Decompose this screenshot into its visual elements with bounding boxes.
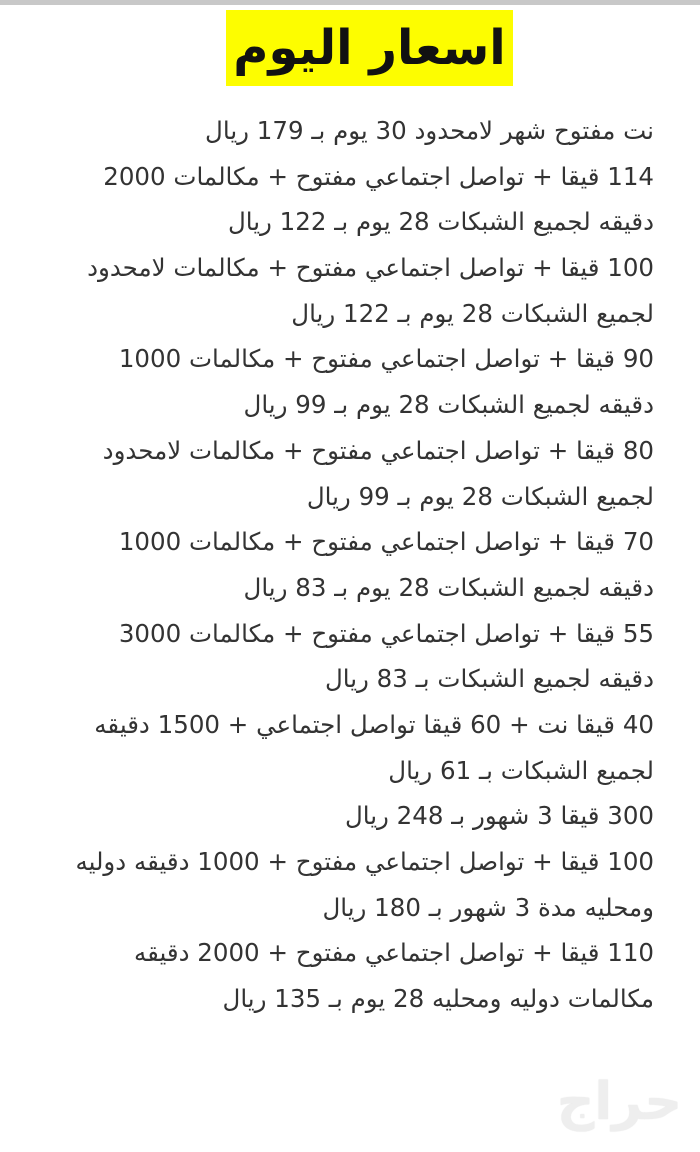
page-title: اسعار اليوم bbox=[233, 20, 506, 76]
price-line: لجميع الشبكات بـ 61 ريال bbox=[388, 755, 654, 785]
price-line: لجميع الشبكات 28 يوم بـ 99 ريال bbox=[306, 481, 654, 511]
price-line: 100 قيقا + تواصل اجتماعي مفتوح + مكالمات لامحدود bbox=[87, 253, 654, 283]
price-line: 80 قيقا + تواصل اجتماعي مفتوح + مكالمات لامحدود bbox=[102, 435, 654, 465]
haraj-watermark-logo: حراج bbox=[556, 1072, 682, 1132]
price-line: نت مفتوح شهر لامحدود 30 يوم بـ 179 ريال bbox=[205, 116, 654, 145]
price-line: دقيقه لجميع الشبكات بـ 83 ريال bbox=[324, 664, 654, 694]
price-line: 70 قيقا + تواصل اجتماعي مفتوح + مكالمات 1000 bbox=[118, 527, 654, 557]
price-line: 90 قيقا + تواصل اجتماعي مفتوح + مكالمات 1000 bbox=[118, 344, 654, 374]
price-line: 55 قيقا + تواصل اجتماعي مفتوح + مكالمات 3000 bbox=[118, 618, 654, 648]
price-list bbox=[4, 108, 654, 1022]
price-line: 40 قيقا نت + 60 قيقا تواصل اجتماعي + 1500 دقيقه bbox=[94, 709, 654, 739]
price-line: 100 قيقا + تواصل اجتماعي مفتوح + 1000 دقيقه دوليه bbox=[75, 847, 654, 876]
price-line: 300 قيقا 3 شهور بـ 248 ريال bbox=[344, 801, 654, 831]
price-line: لجميع الشبكات 28 يوم بـ 122 ريال bbox=[291, 298, 654, 328]
title-highlight bbox=[226, 10, 513, 86]
price-line: دقيقه لجميع الشبكات 28 يوم بـ 99 ريال bbox=[243, 390, 654, 420]
price-line: 110 قيقا + تواصل اجتماعي مفتوح + 2000 دقيقه bbox=[133, 938, 654, 968]
price-line: 114 قيقا + تواصل اجتماعي مفتوح + مكالمات 2000 bbox=[103, 161, 654, 191]
top-bar bbox=[0, 0, 700, 5]
price-line: مكالمات دوليه ومحليه 28 يوم بـ 135 ريال bbox=[222, 984, 654, 1014]
price-line: ومحليه مدة 3 شهور بـ 180 ريال bbox=[322, 892, 654, 922]
price-line: دقيقه لجميع الشبكات 28 يوم بـ 122 ريال bbox=[227, 207, 654, 237]
price-line: دقيقه لجميع الشبكات 28 يوم بـ 83 ريال bbox=[243, 572, 654, 602]
